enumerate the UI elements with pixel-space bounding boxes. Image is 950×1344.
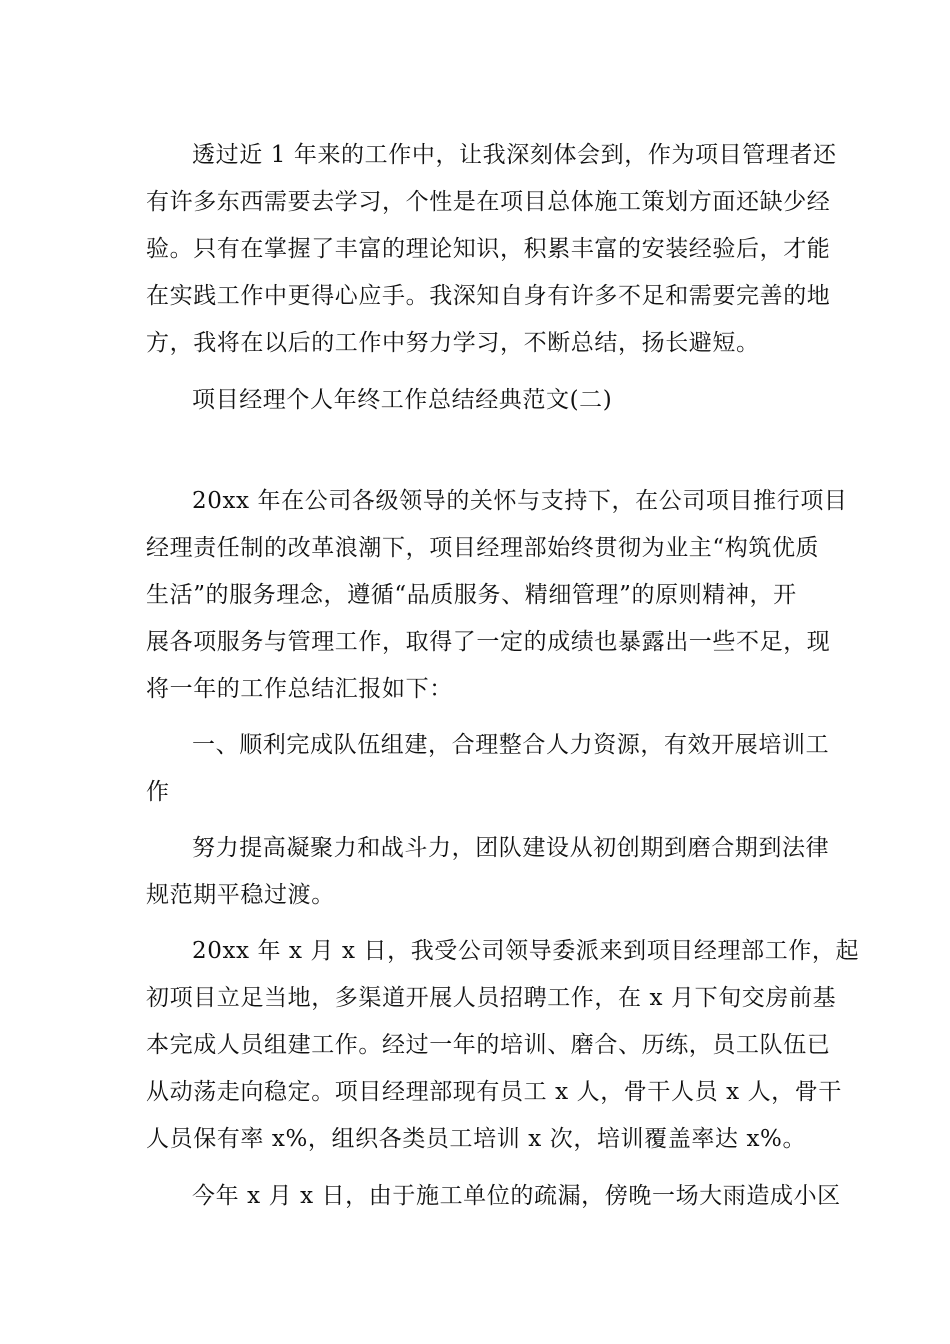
paragraph-line: 展各项服务与管理工作，取得了一定的成绩也暴露出一些不足，现: [146, 629, 831, 655]
paragraph-line: 生活”的服务理念，遵循“品质服务、精细管理”的原则精神，开: [146, 582, 797, 608]
paragraph-line: 验。只有在掌握了丰富的理论知识，积累丰富的安装经验后，才能: [146, 236, 831, 262]
paragraph-line: 从动荡走向稳定。项目经理部现有员工 x 人，骨干人员 x 人，骨干: [146, 1079, 842, 1105]
paragraph-line: 方，我将在以后的工作中努力学习，不断总结，扬长避短。: [146, 330, 760, 356]
paragraph-line: 今年 x 月 x 日，由于施工单位的疏漏，傍晚一场大雨造成小区: [192, 1183, 841, 1209]
section-heading: 一、顺利完成队伍组建，合理整合人力资源，有效开展培训工: [192, 732, 830, 758]
paragraph-line: 本完成人员组建工作。经过一年的培训、磨合、历练，员工队伍已: [146, 1032, 831, 1058]
paragraph-line: 人员保有率 x%，组织各类员工培训 x 次，培训覆盖率达 x%。: [146, 1126, 807, 1152]
paragraph-line: 透过近 1 年来的工作中，让我深刻体会到，作为项目管理者还: [192, 142, 837, 168]
paragraph-line: 20xx 年在公司各级领导的关怀与支持下，在公司项目推行项目: [192, 488, 848, 514]
paragraph-line: 有许多东西需要去学习，个性是在项目总体施工策划方面还缺少经: [146, 189, 831, 215]
section-heading: 项目经理个人年终工作总结经典范文(二): [192, 387, 613, 413]
paragraph-line: 经理责任制的改革浪潮下，项目经理部始终贯彻为业主“构筑优质: [146, 535, 820, 561]
paragraph-line: 规范期平稳过渡。: [146, 882, 335, 908]
paragraph-line: 20xx 年 x 月 x 日，我受公司领导委派来到项目经理部工作，起: [192, 938, 860, 964]
paragraph-line: 在实践工作中更得心应手。我深知自身有许多不足和需要完善的地: [146, 283, 831, 309]
paragraph-line: 努力提高凝聚力和战斗力，团队建设从初创期到磨合期到法律: [192, 835, 830, 861]
paragraph-line: 将一年的工作总结汇报如下：: [146, 676, 453, 702]
section-heading-continued: 作: [146, 779, 170, 805]
paragraph-line: 初项目立足当地，多渠道开展人员招聘工作，在 x 月下旬交房前基: [146, 985, 837, 1011]
